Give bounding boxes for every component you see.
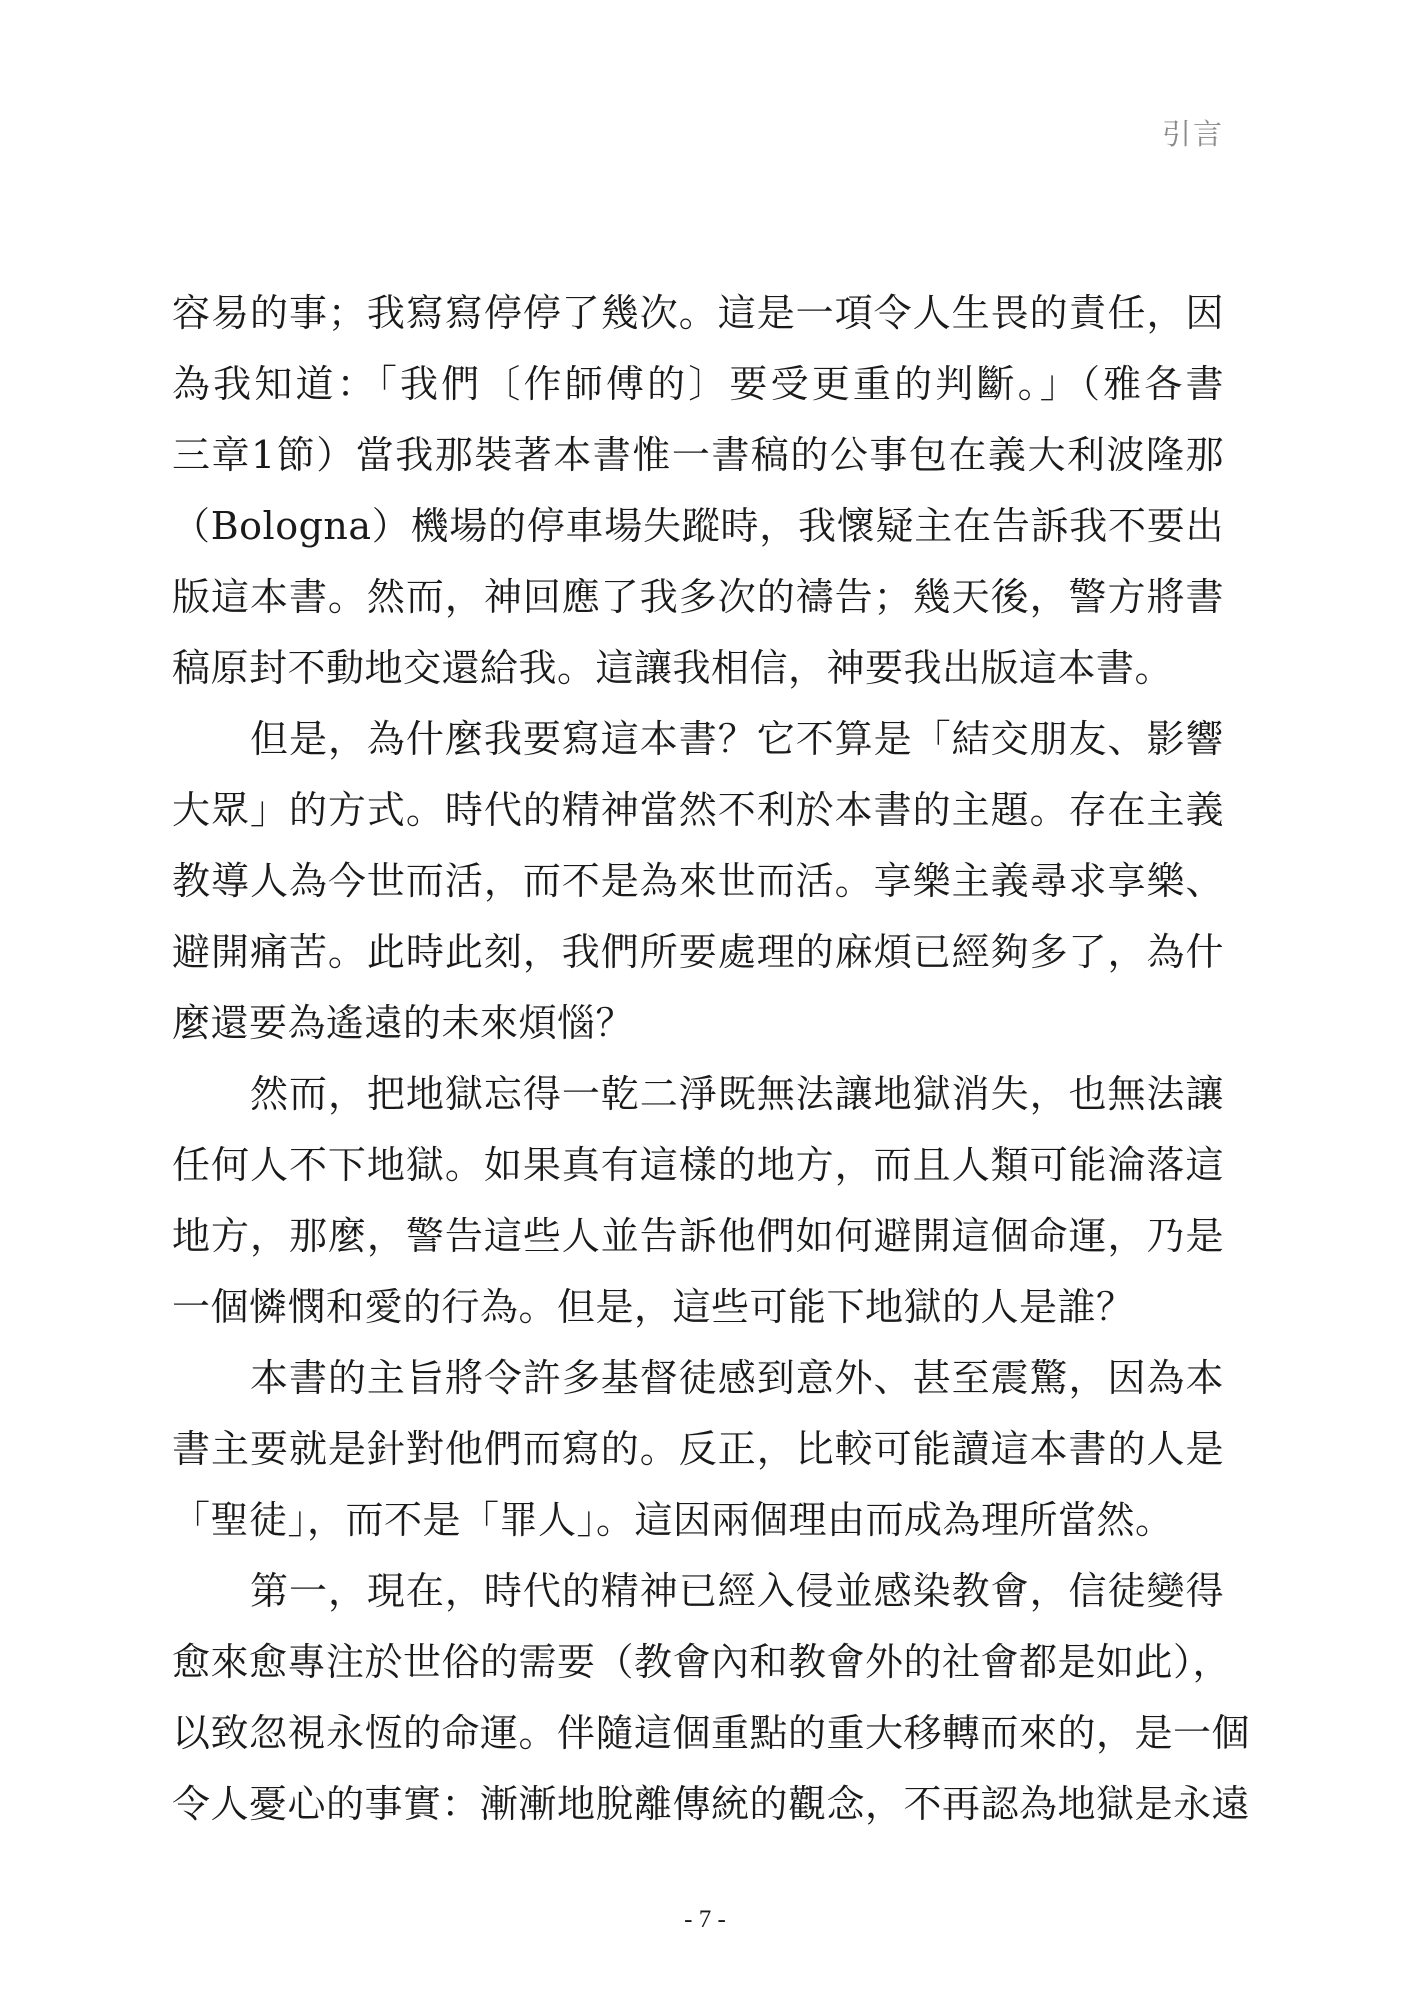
text-line: 稿原封不動地交還給我。這讓我相信，神要我出版這本書。 (172, 646, 1174, 690)
text-line: 版這本書。然而，神回應了我多次的禱告；幾天後，警方將書 (172, 575, 1224, 619)
text-line: 以致忽視永恆的命運。伴隨這個重點的重大移轉而來的，是一個 (172, 1711, 1251, 1755)
text-line: 大眾」的方式。時代的精神當然不利於本書的主題。存在主義 (172, 788, 1224, 832)
text-line: 愈來愈專注於世俗的需要（教會內和教會外的社會都是如此）， (172, 1640, 1232, 1684)
text-line: 麼還要為遙遠的未來煩惱？ (172, 1001, 635, 1045)
text-line: 地方，那麼，警告這些人並告訴他們如何避開這個命運，乃是 (172, 1214, 1224, 1258)
text-line: 書主要就是針對他們而寫的。反正，比較可能讀這本書的人是 (172, 1427, 1224, 1471)
text-line: 為我知道：「我們〔作師傅的〕要受更重的判斷。」（雅各書 (172, 362, 1224, 406)
text-line: 然而，把地獄忘得一乾二淨既無法讓地獄消失，也無法讓 (250, 1072, 1224, 1116)
text-line: 「聖徒」，而不是「罪人」。這因兩個理由而成為理所當然。 (172, 1498, 1174, 1542)
text-line: 三章1節）當我那裝著本書惟一書稿的公事包在義大利波隆那 (172, 433, 1224, 477)
text-line: 但是，為什麼我要寫這本書？它不算是「結交朋友、影響 (250, 717, 1224, 761)
text-line: 容易的事；我寫寫停停了幾次。這是一項令人生畏的責任，因 (172, 291, 1224, 335)
running-header: 引言 (1161, 117, 1224, 151)
text-line: 任何人不下地獄。如果真有這樣的地方，而且人類可能淪落這 (172, 1143, 1224, 1187)
text-line: 一個憐憫和愛的行為。但是，這些可能下地獄的人是誰？ (172, 1285, 1135, 1329)
body-text (172, 278, 1251, 1840)
text-line: 本書的主旨將令許多基督徒感到意外、甚至震驚，因為本 (250, 1356, 1224, 1400)
page-number: - 7 - (684, 1906, 726, 1933)
text-line: 令人憂心的事實：漸漸地脫離傳統的觀念，不再認為地獄是永遠 (172, 1782, 1251, 1826)
text-line: （Bologna）機場的停車場失蹤時，我懷疑主在告訴我不要出 (172, 504, 1224, 548)
text-line: 教導人為今世而活，而不是為來世而活。享樂主義尋求享樂、 (172, 859, 1224, 903)
text-line: 避開痛苦。此時此刻，我們所要處理的麻煩已經夠多了，為什 (172, 930, 1224, 974)
text-line: 第一，現在，時代的精神已經入侵並感染教會，信徒變得 (250, 1569, 1224, 1613)
